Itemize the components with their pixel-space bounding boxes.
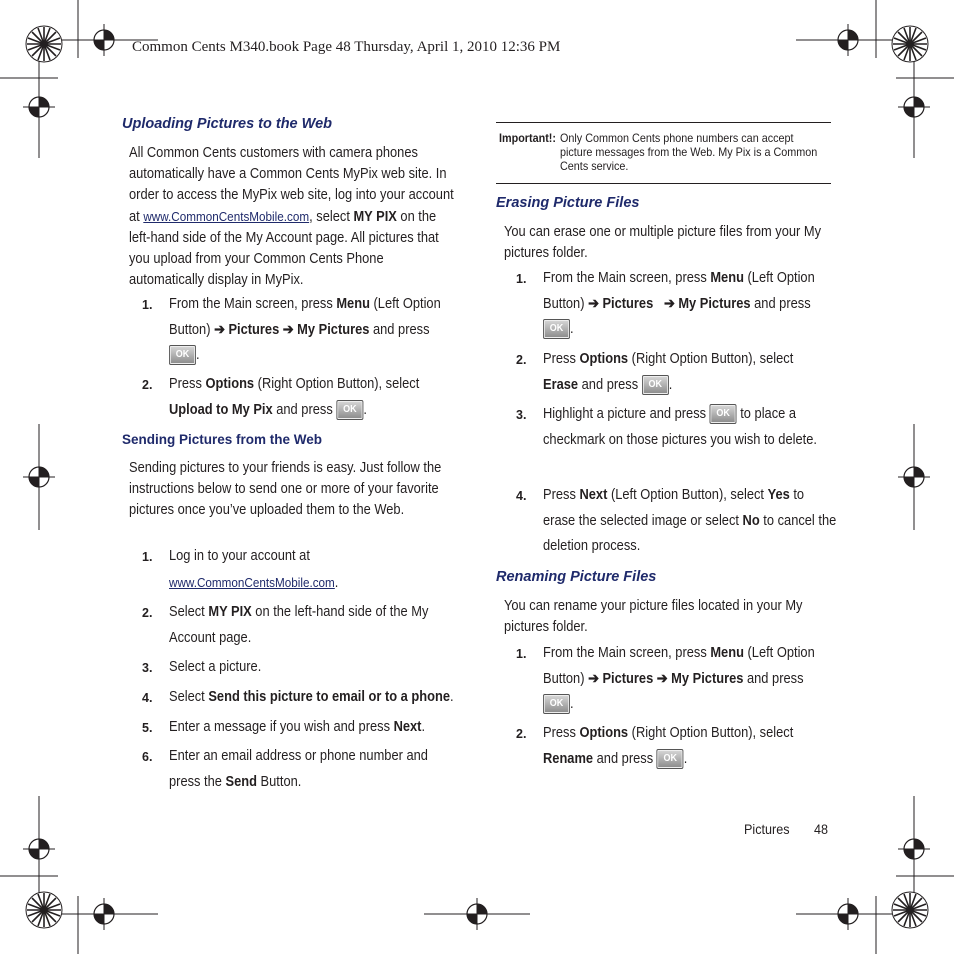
ok-key-icon: OK bbox=[543, 319, 570, 339]
arrow-icon: ➔ bbox=[588, 670, 599, 687]
ok-key-icon: OK bbox=[336, 400, 363, 420]
send-step-2: Select MY PIX on the left-hand side of the My Account page. bbox=[169, 604, 429, 646]
heading-renaming-picture-files: Renaming Picture Files bbox=[496, 569, 657, 585]
upload-step-1: From the Main screen, press Menu (Left Option Button) ➔ Pictures ➔ My Pictures and press OK . bbox=[169, 292, 462, 369]
step-number: 1. bbox=[142, 550, 153, 564]
step-number: 6. bbox=[142, 750, 153, 764]
send-intro-paragraph: Sending pictures to your friends is easy. Just follow the instructions below to send one or more of your favorite pictures once you’ve uploaded them to the Web. bbox=[129, 460, 442, 518]
rename-step-2: Press Options (Right Option Button), select Rename and press OK . bbox=[543, 721, 836, 772]
arrow-icon: ➔ bbox=[282, 321, 294, 338]
important-text: Only Common Cents phone numbers can accept picture messages from the Web. My Pix is a Common Cents service. bbox=[560, 131, 818, 173]
step-number: 3. bbox=[516, 408, 527, 422]
step-number: 1. bbox=[142, 298, 153, 312]
send-step-1: Log in to your account at www.CommonCentsMobile.com. bbox=[169, 548, 339, 591]
ok-key-icon: OK bbox=[543, 694, 570, 714]
ok-key-icon: OK bbox=[657, 749, 684, 769]
step-number: 2. bbox=[516, 353, 527, 367]
erase-step-3: Highlight a picture and press OK to place a checkmark on those pictures you wish to delete. bbox=[543, 406, 817, 448]
page-number: 48 bbox=[814, 821, 829, 837]
step-number: 2. bbox=[142, 378, 153, 392]
rename-intro-paragraph: You can rename your picture files located in your My pictures folder. bbox=[504, 598, 803, 635]
arrow-icon: ➔ bbox=[663, 295, 675, 312]
arrow-icon: ➔ bbox=[214, 321, 225, 338]
book-header: Common Cents M340.book Page 48 Thursday, April 1, 2010 12:36 PM bbox=[132, 39, 561, 55]
erase-step-2: Press Options (Right Option Button), select Erase and press OK . bbox=[543, 347, 836, 398]
step-number: 3. bbox=[142, 661, 153, 675]
upload-step-2: Press Options (Right Option Button), select Upload to My Pix and press OK . bbox=[169, 372, 462, 423]
send-step-4: Select Send this picture to email or to a phone. bbox=[169, 689, 454, 705]
rename-step-1: From the Main screen, press Menu (Left Option Button) ➔ Pictures ➔ My Pictures and press OK . bbox=[543, 641, 836, 718]
ok-key-icon: OK bbox=[710, 404, 737, 424]
arrow-icon: ➔ bbox=[588, 295, 599, 312]
ok-key-icon: OK bbox=[642, 375, 669, 395]
mypix-link[interactable]: www.CommonCentsMobile.com bbox=[143, 209, 310, 224]
step-number: 4. bbox=[142, 691, 153, 705]
step-number: 5. bbox=[142, 721, 153, 735]
send-step-5: Enter a message if you wish and press Next. bbox=[169, 719, 426, 735]
heading-uploading-pictures: Uploading Pictures to the Web bbox=[122, 116, 332, 132]
send-step-6: Enter an email address or phone number and press the Send Button. bbox=[169, 748, 428, 790]
step-number: 1. bbox=[516, 272, 527, 286]
upload-intro-paragraph: All Common Cents customers with camera phones automatically have a Common Cents MyPix web site. In order to access the MyPix web site, log into your account at www.CommonCentsMobile.com, select MY PIX on the left-hand side of the My Account page. All pictures that you upload from your Common Cents Phone automatically display in MyPix. bbox=[129, 145, 454, 288]
heading-sending-pictures: Sending Pictures from the Web bbox=[122, 432, 323, 447]
erase-step-1: From the Main screen, press Menu (Left Option Button) ➔ Pictures ➔ My Pictures and press OK . bbox=[543, 266, 836, 343]
heading-erasing-picture-files: Erasing Picture Files bbox=[496, 195, 640, 211]
account-link[interactable]: www.CommonCentsMobile.com bbox=[169, 574, 335, 590]
footer-section-name: Pictures bbox=[744, 821, 790, 837]
erase-step-4: Press Next (Left Option Button), select Yes to erase the selected image or select No to cancel the deletion process. bbox=[543, 487, 837, 554]
arrow-icon: ➔ bbox=[656, 670, 668, 687]
send-step-3: Select a picture. bbox=[169, 659, 262, 675]
step-number: 2. bbox=[142, 606, 153, 620]
step-number: 4. bbox=[516, 489, 527, 503]
step-number: 1. bbox=[516, 647, 527, 661]
important-note-box bbox=[496, 122, 831, 184]
important-label: Important!: bbox=[499, 131, 556, 145]
ok-key-icon: OK bbox=[169, 345, 196, 365]
erase-intro-paragraph: You can erase one or multiple picture files from your My pictures folder. bbox=[504, 224, 822, 261]
step-number: 2. bbox=[516, 727, 527, 741]
